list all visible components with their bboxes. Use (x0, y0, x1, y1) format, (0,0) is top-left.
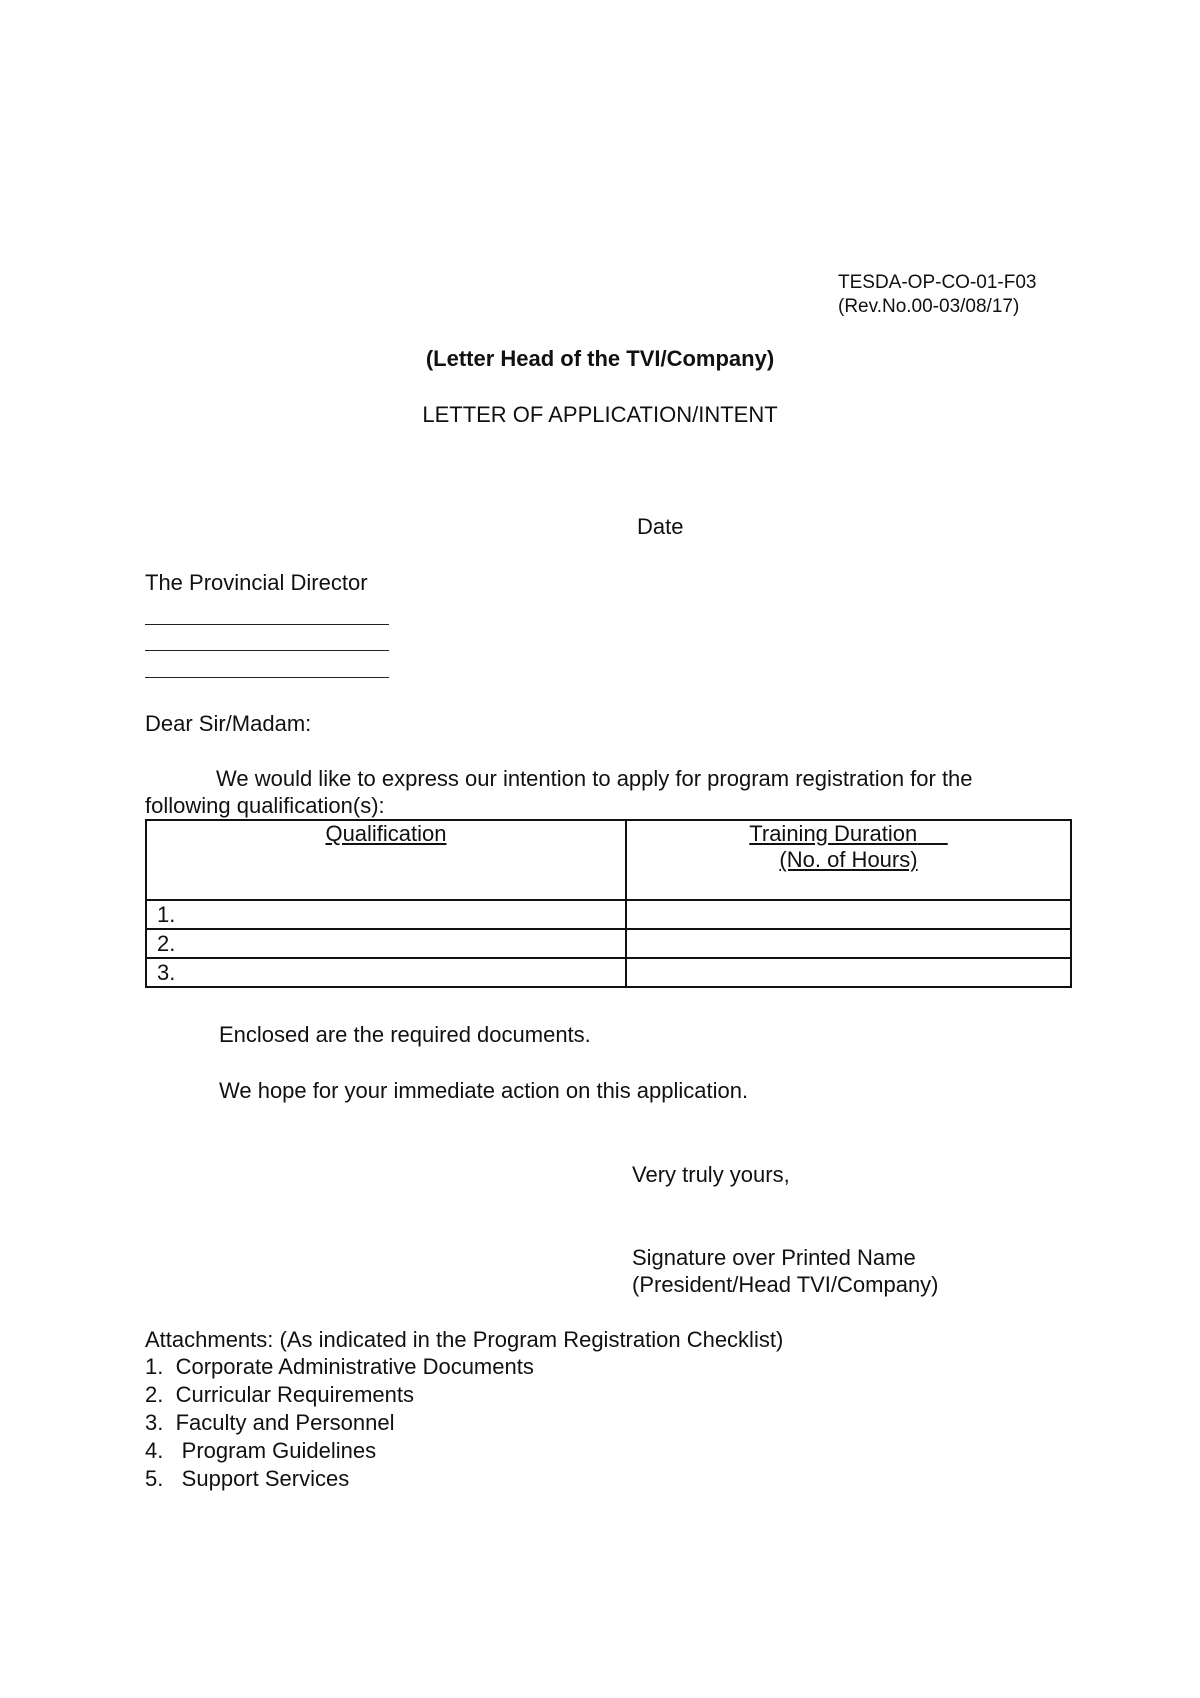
list-item: 5. Support Services (145, 1466, 350, 1491)
duration-cell[interactable] (626, 929, 1071, 958)
list-item: 1. Corporate Administrative Documents (145, 1354, 534, 1379)
list-item: 2. Curricular Requirements (145, 1382, 414, 1407)
duration-cell[interactable] (626, 900, 1071, 929)
qualification-header (146, 820, 626, 900)
qualification-cell[interactable] (146, 958, 626, 987)
table-row (146, 958, 1071, 987)
signature-line: Signature over Printed Name (632, 1245, 916, 1270)
letterhead-placeholder: (Letter Head of the TVI/Company) (425, 346, 775, 371)
body-paragraph-line-2: following qualification(s): (145, 793, 385, 818)
table-header-row (146, 820, 1071, 900)
address-line-2 (145, 650, 389, 651)
list-item: 3. Faculty and Personnel (145, 1410, 395, 1435)
training-duration-label: Training Duration (749, 821, 918, 846)
attachments-heading: Attachments: (As indicated in the Program Registration Checklist) (145, 1327, 784, 1352)
revision-number: (Rev.No.00-03/08/17) (838, 296, 1020, 317)
table-row (146, 929, 1071, 958)
page-title: LETTER OF APPLICATION/INTENT (422, 402, 778, 427)
duration-cell[interactable] (626, 958, 1071, 987)
table-row (146, 900, 1071, 929)
no-of-hours-label: (No. of Hours) (779, 847, 918, 872)
qualification-header-label: Qualification (325, 821, 447, 846)
list-item: 4. Program Guidelines (145, 1438, 377, 1463)
closing: Very truly yours, (632, 1162, 790, 1187)
address-line-3 (145, 677, 389, 678)
qualification-table (145, 819, 1072, 988)
address-line-1 (145, 624, 389, 625)
enclosed-statement: Enclosed are the required documents. (219, 1022, 591, 1047)
form-code: TESDA-OP-CO-01-F03 (838, 272, 1037, 293)
qualification-cell[interactable] (146, 929, 626, 958)
row-number: 2. (157, 931, 176, 956)
row-number: 3. (157, 960, 176, 985)
signatory-position: (President/Head TVI/Company) (632, 1272, 939, 1297)
body-paragraph-line-1: We would like to express our intention to apply for program registration for the (216, 766, 973, 791)
recipient-title: The Provincial Director (145, 570, 368, 595)
row-number: 1. (157, 902, 176, 927)
training-duration-header (626, 820, 1071, 900)
date-label: Date (637, 514, 684, 539)
qualification-cell[interactable] (146, 900, 626, 929)
hope-statement: We hope for your immediate action on this application. (219, 1078, 749, 1103)
salutation: Dear Sir/Madam: (145, 711, 312, 736)
